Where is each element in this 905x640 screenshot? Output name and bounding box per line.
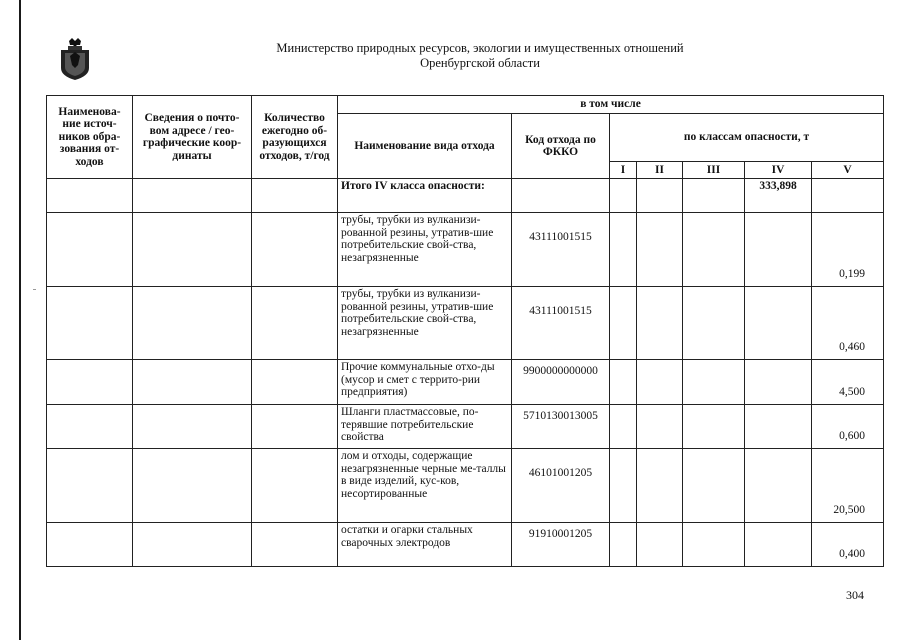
waste-name-cell: Прочие коммунальные отхо-ды (мусор и смет с террито-рии предприятия)	[338, 360, 512, 405]
scan-mark	[33, 289, 36, 290]
col-header-quantity: Количество ежегодно об-разующихся отходов, т/год	[252, 96, 338, 179]
class-v-value: 0,400	[812, 523, 884, 567]
col-header-address: Сведения о почто-вом адресе / гео-графические коор-динаты	[133, 96, 252, 179]
class-v-value: 20,500	[812, 449, 884, 523]
total-label: Итого IV класса опасности:	[338, 179, 512, 213]
waste-name-cell: остатки и огарки стальных сварочных электродов	[338, 523, 512, 567]
table-row	[47, 213, 884, 287]
table-row	[47, 360, 884, 405]
ministry-name-line2: Оренбургской области	[420, 56, 540, 70]
table-row	[47, 287, 884, 360]
col-header-including: в том числе	[338, 96, 884, 114]
waste-code-cell: 91910001205	[512, 523, 610, 567]
class-v-value: 0,460	[812, 287, 884, 360]
waste-name-cell: трубы, трубки из вулканизи-рованной резины, утратив-шие потребительские свой-ства, незагрязненные	[338, 213, 512, 287]
waste-code-cell: 43111001515	[512, 213, 610, 287]
waste-name-cell: лом и отходы, содержащие незагрязненные черные ме-таллы в виде изделий, кус-ков, несортированные	[338, 449, 512, 523]
header-row-1	[47, 96, 884, 114]
class-label-iii: III	[683, 162, 745, 179]
table-row	[47, 523, 884, 567]
class-label-v: V	[812, 162, 884, 179]
coat-of-arms-icon	[60, 38, 90, 80]
class-v-value: 0,600	[812, 405, 884, 449]
col-header-source: Наименова-ние источ-ников обра-зования от-ходов	[47, 96, 133, 179]
total-row	[47, 179, 884, 213]
col-header-waste-name: Наименование вида отхода	[338, 114, 512, 179]
class-v-value: 4,500	[812, 360, 884, 405]
waste-code-cell: 43111001515	[512, 287, 610, 360]
document-header	[200, 41, 760, 71]
total-class-iv-value: 333,898	[745, 179, 812, 213]
class-label-i: I	[610, 162, 637, 179]
waste-table	[46, 95, 884, 567]
waste-code-cell: 9900000000000	[512, 360, 610, 405]
class-v-value: 0,199	[812, 213, 884, 287]
waste-name-cell: трубы, трубки из вулканизи-рованной резины, утратив-шие потребительские свой-ства, незагрязненные	[338, 287, 512, 360]
col-header-code: Код отхода по ФККО	[512, 114, 610, 179]
table-row	[47, 405, 884, 449]
waste-table-container	[46, 95, 883, 569]
waste-code-cell: 5710130013005	[512, 405, 610, 449]
class-label-ii: II	[637, 162, 683, 179]
class-label-iv: IV	[745, 162, 812, 179]
waste-code-cell: 46101001205	[512, 449, 610, 523]
col-header-hazard-classes: по классам опасности, т	[610, 114, 884, 162]
page-number: 304	[846, 588, 864, 602]
page-binding-line	[19, 0, 21, 640]
waste-name-cell: Шланги пластмассовые, по-терявшие потребительские свойства	[338, 405, 512, 449]
ministry-name-line1: Министерство природных ресурсов, экологии и имущественных отношений	[276, 41, 684, 55]
table-row	[47, 449, 884, 523]
